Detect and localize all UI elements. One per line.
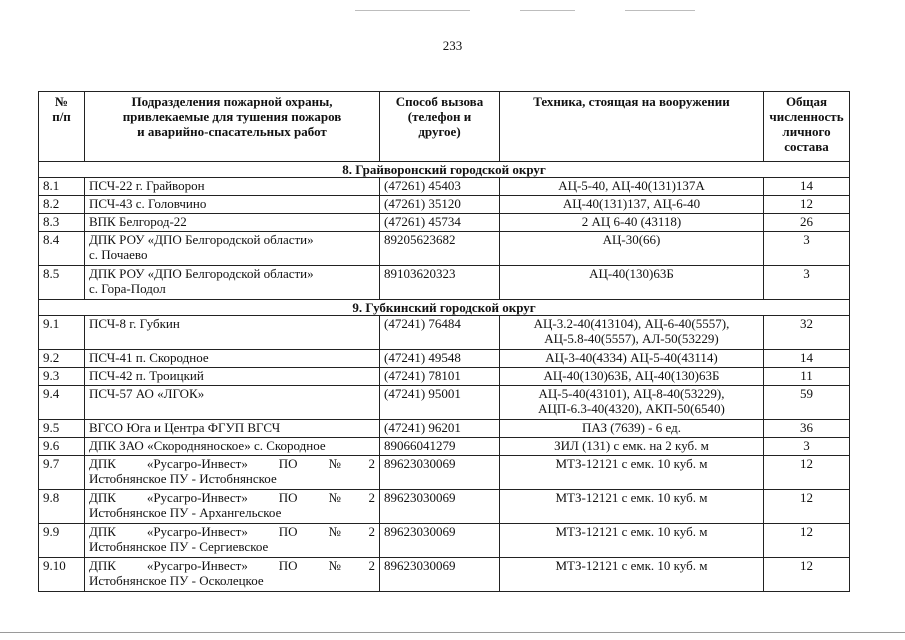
row-phone: (47241) 95001 xyxy=(380,386,500,420)
row-unit-line: ПСЧ-8 г. Губкин xyxy=(89,316,180,331)
row-num: 9.10 xyxy=(39,558,85,592)
header-unit xyxy=(85,92,380,162)
row-equipment-line: АЦ-40(130)63Б, АЦ-40(130)63Б xyxy=(543,368,720,383)
row-equipment xyxy=(500,558,764,592)
row-unit xyxy=(85,456,380,490)
row-unit-line: ДПК «Русагро-Инвест» ПО №2 xyxy=(89,490,375,505)
row-unit-line: Истобнянское ПУ - Сергиевское xyxy=(89,539,269,554)
row-phone: (47261) 45403 xyxy=(380,178,500,196)
table-row xyxy=(39,232,850,266)
header-staff-line: состава xyxy=(784,139,829,154)
section-row xyxy=(39,300,850,316)
row-staff: 12 xyxy=(764,558,850,592)
section-row xyxy=(39,162,850,178)
top-rule-right xyxy=(625,10,695,11)
row-unit xyxy=(85,490,380,524)
row-phone: 89066041279 xyxy=(380,438,500,456)
row-unit xyxy=(85,558,380,592)
row-unit xyxy=(85,196,380,214)
row-equipment xyxy=(500,316,764,350)
row-phone: 89623030069 xyxy=(380,456,500,490)
row-unit xyxy=(85,438,380,456)
header-unit-line: Подразделения пожарной охраны, xyxy=(131,94,333,109)
header-equipment-line: Техника, стоящая на вооружении xyxy=(533,94,730,109)
row-unit xyxy=(85,266,380,300)
row-unit-line: ДПК «Русагро-Инвест» ПО №2 xyxy=(89,456,375,471)
row-unit xyxy=(85,232,380,266)
top-rule-mid xyxy=(520,10,575,11)
header-num-line: № xyxy=(54,94,69,109)
row-equipment-line: АЦП-6.3-40(4320), АКП-50(6540) xyxy=(538,401,725,416)
row-equipment xyxy=(500,214,764,232)
row-phone: 89205623682 xyxy=(380,232,500,266)
row-unit-line: ВГСО Юга и Центра ФГУП ВГСЧ xyxy=(89,420,281,435)
header-phone xyxy=(380,92,500,162)
row-phone: 89103620323 xyxy=(380,266,500,300)
row-phone: 89623030069 xyxy=(380,524,500,558)
row-equipment xyxy=(500,438,764,456)
row-unit-line: ПСЧ-43 с. Головчино xyxy=(89,196,207,211)
row-equipment-line: ПАЗ (7639) - 6 ед. xyxy=(582,420,681,435)
section-title: 8. Грайворонский городской округ xyxy=(39,162,850,178)
bottom-rule xyxy=(0,632,905,633)
row-equipment-line: АЦ-5-40, АЦ-40(131)137А xyxy=(558,178,705,193)
row-staff: 32 xyxy=(764,316,850,350)
table-row xyxy=(39,420,850,438)
row-unit-line: ДПК РОУ «ДПО Белгородской области» xyxy=(89,266,314,281)
table-row xyxy=(39,456,850,490)
row-staff: 59 xyxy=(764,386,850,420)
header-staff-line: численность xyxy=(769,109,844,124)
row-unit xyxy=(85,420,380,438)
row-staff: 3 xyxy=(764,232,850,266)
row-num: 8.1 xyxy=(39,178,85,196)
row-equipment xyxy=(500,266,764,300)
row-equipment-line: 2 АЦ 6-40 (43118) xyxy=(581,214,682,229)
row-equipment-line: АЦ-5.8-40(5557), АЛ-50(53229) xyxy=(544,331,719,346)
table-row xyxy=(39,178,850,196)
header-phone-line: (телефон и xyxy=(407,109,472,124)
top-rule-left xyxy=(355,10,470,11)
row-staff: 12 xyxy=(764,456,850,490)
row-num: 8.3 xyxy=(39,214,85,232)
table-row xyxy=(39,266,850,300)
table-row xyxy=(39,368,850,386)
row-equipment-line: МТЗ-12121 с емк. 10 куб. м xyxy=(555,558,708,573)
row-unit-line: с. Гора-Подол xyxy=(89,281,166,296)
row-staff: 26 xyxy=(764,214,850,232)
row-unit xyxy=(85,350,380,368)
row-unit xyxy=(85,316,380,350)
row-unit-line: с. Почаево xyxy=(89,247,148,262)
table-row xyxy=(39,214,850,232)
table-row xyxy=(39,316,850,350)
row-num: 9.9 xyxy=(39,524,85,558)
row-equipment-line: МТЗ-12121 с емк. 10 куб. м xyxy=(555,524,708,539)
header-unit-line: привлекаемые для тушения пожаров xyxy=(122,109,342,124)
row-unit-line: ПСЧ-42 п. Троицкий xyxy=(89,368,204,383)
row-num: 9.3 xyxy=(39,368,85,386)
row-num: 9.2 xyxy=(39,350,85,368)
row-staff: 3 xyxy=(764,266,850,300)
row-equipment xyxy=(500,490,764,524)
table-row xyxy=(39,524,850,558)
header-num xyxy=(39,92,85,162)
row-unit xyxy=(85,368,380,386)
row-equipment-line: АЦ-40(130)63Б xyxy=(589,266,674,281)
row-phone: (47261) 35120 xyxy=(380,196,500,214)
header-staff-line: личного xyxy=(782,124,831,139)
row-num: 9.8 xyxy=(39,490,85,524)
row-unit xyxy=(85,178,380,196)
row-unit-line: ПСЧ-41 п. Скородное xyxy=(89,350,209,365)
row-num: 8.4 xyxy=(39,232,85,266)
header-staff-line: Общая xyxy=(785,94,828,109)
row-num: 9.7 xyxy=(39,456,85,490)
row-unit-line: ПСЧ-57 АО «ЛГОК» xyxy=(89,386,205,401)
row-staff: 12 xyxy=(764,524,850,558)
row-unit-line: ДПК РОУ «ДПО Белгородской области» xyxy=(89,232,314,247)
row-unit xyxy=(85,386,380,420)
table-row xyxy=(39,438,850,456)
row-staff: 12 xyxy=(764,490,850,524)
row-equipment-line: ЗИЛ (131) с емк. на 2 куб. м xyxy=(554,438,709,453)
table-row xyxy=(39,196,850,214)
row-equipment-line: АЦ-3.2-40(413104), АЦ-6-40(5557), xyxy=(533,316,730,331)
row-phone: (47241) 49548 xyxy=(380,350,500,368)
row-equipment xyxy=(500,456,764,490)
header-equipment xyxy=(500,92,764,162)
table-row xyxy=(39,386,850,420)
row-staff: 12 xyxy=(764,196,850,214)
row-equipment xyxy=(500,386,764,420)
row-num: 9.6 xyxy=(39,438,85,456)
row-equipment xyxy=(500,196,764,214)
row-staff: 36 xyxy=(764,420,850,438)
row-staff: 14 xyxy=(764,178,850,196)
row-unit-line: ВПК Белгород-22 xyxy=(89,214,187,229)
table-row xyxy=(39,350,850,368)
row-equipment xyxy=(500,420,764,438)
row-num: 8.2 xyxy=(39,196,85,214)
table-body xyxy=(39,162,850,592)
row-staff: 3 xyxy=(764,438,850,456)
row-unit xyxy=(85,214,380,232)
fire-units-table xyxy=(38,91,850,592)
page-number: 233 xyxy=(442,38,463,53)
row-unit xyxy=(85,524,380,558)
row-equipment xyxy=(500,232,764,266)
row-equipment xyxy=(500,524,764,558)
table-row xyxy=(39,490,850,524)
row-num: 8.5 xyxy=(39,266,85,300)
row-equipment-line: АЦ-30(66) xyxy=(602,232,661,247)
row-phone: 89623030069 xyxy=(380,490,500,524)
row-equipment-line: АЦ-40(131)137, АЦ-6-40 xyxy=(562,196,701,211)
row-equipment-line: АЦ-3-40(4334) АЦ-5-40(43114) xyxy=(545,350,718,365)
row-staff: 14 xyxy=(764,350,850,368)
row-phone: (47261) 45734 xyxy=(380,214,500,232)
header-phone-line: Способ вызова xyxy=(395,94,484,109)
row-num: 9.1 xyxy=(39,316,85,350)
row-unit-line: ПСЧ-22 г. Грайворон xyxy=(89,178,205,193)
table-row xyxy=(39,558,850,592)
row-phone: (47241) 76484 xyxy=(380,316,500,350)
row-phone: (47241) 78101 xyxy=(380,368,500,386)
row-unit-line: ДПК ЗАО «Скородняноское» с. Скородное xyxy=(89,438,326,453)
row-staff: 11 xyxy=(764,368,850,386)
table-header-row xyxy=(39,92,850,162)
row-unit-line: Истобнянское ПУ - Истобнянское xyxy=(89,471,277,486)
header-unit-line: и аварийно-спасательных работ xyxy=(137,124,327,139)
row-unit-line: Истобнянское ПУ - Осколецкое xyxy=(89,573,264,588)
row-equipment-line: АЦ-5-40(43101), АЦ-8-40(53229), xyxy=(538,386,725,401)
row-num: 9.4 xyxy=(39,386,85,420)
row-equipment-line: МТЗ-12121 с емк. 10 куб. м xyxy=(555,490,708,505)
row-equipment xyxy=(500,368,764,386)
row-num: 9.5 xyxy=(39,420,85,438)
row-equipment-line: МТЗ-12121 с емк. 10 куб. м xyxy=(555,456,708,471)
header-num-line: п/п xyxy=(52,109,71,124)
header-staff xyxy=(764,92,850,162)
row-unit-line: ДПК «Русагро-Инвест» ПО №2 xyxy=(89,524,375,539)
row-equipment xyxy=(500,178,764,196)
row-unit-line: ДПК «Русагро-Инвест» ПО №2 xyxy=(89,558,375,573)
row-equipment xyxy=(500,350,764,368)
section-title: 9. Губкинский городской округ xyxy=(39,300,850,316)
row-phone: 89623030069 xyxy=(380,558,500,592)
row-unit-line: Истобнянское ПУ - Архангельское xyxy=(89,505,282,520)
header-phone-line: другое) xyxy=(418,124,461,139)
row-phone: (47241) 96201 xyxy=(380,420,500,438)
